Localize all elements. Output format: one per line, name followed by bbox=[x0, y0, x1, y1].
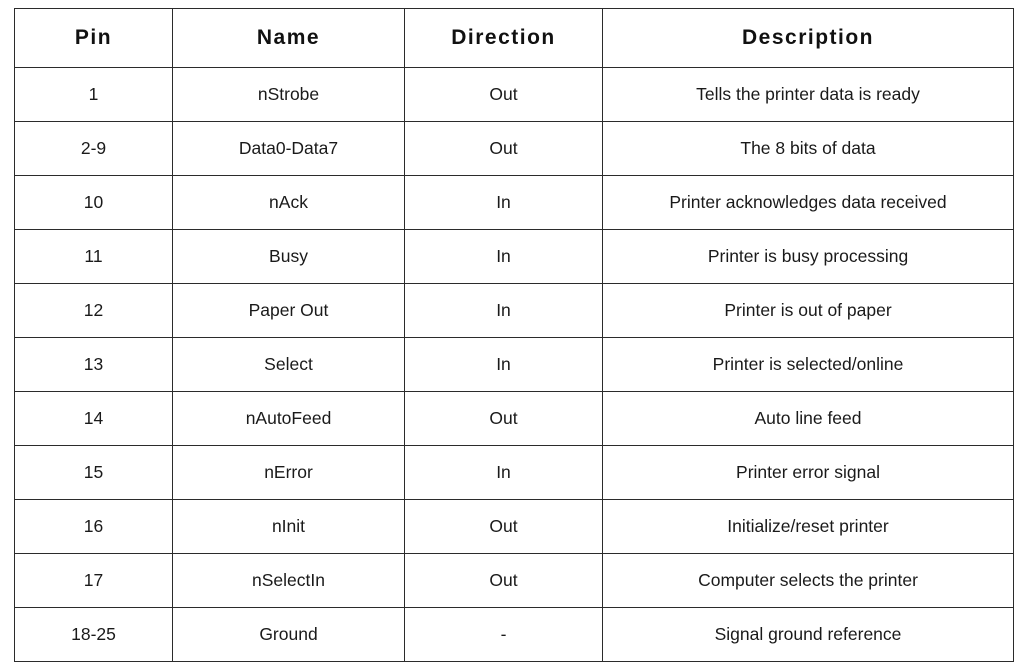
name-cell: nStrobe bbox=[173, 68, 405, 122]
name-cell: nAck bbox=[173, 176, 405, 230]
description-cell: Signal ground reference bbox=[603, 608, 1014, 662]
direction-cell: Out bbox=[405, 122, 603, 176]
description-cell: Printer acknowledges data received bbox=[603, 176, 1014, 230]
header-description: Description bbox=[603, 9, 1014, 68]
description-cell: Tells the printer data is ready bbox=[603, 68, 1014, 122]
table-row bbox=[15, 392, 1014, 446]
pin-cell: 10 bbox=[15, 176, 173, 230]
description-cell: The 8 bits of data bbox=[603, 122, 1014, 176]
direction-cell: Out bbox=[405, 392, 603, 446]
pin-cell: 11 bbox=[15, 230, 173, 284]
pin-table-header bbox=[15, 9, 1014, 68]
direction-cell: In bbox=[405, 176, 603, 230]
pin-cell: 15 bbox=[15, 446, 173, 500]
table-row bbox=[15, 176, 1014, 230]
table-row bbox=[15, 284, 1014, 338]
name-cell: nAutoFeed bbox=[173, 392, 405, 446]
description-cell: Printer is selected/online bbox=[603, 338, 1014, 392]
name-cell: Select bbox=[173, 338, 405, 392]
direction-cell: - bbox=[405, 608, 603, 662]
name-cell: Busy bbox=[173, 230, 405, 284]
table-row bbox=[15, 338, 1014, 392]
header-name: Name bbox=[173, 9, 405, 68]
table-row bbox=[15, 230, 1014, 284]
table-row bbox=[15, 122, 1014, 176]
pin-cell: 12 bbox=[15, 284, 173, 338]
pin-cell: 18-25 bbox=[15, 608, 173, 662]
header-direction: Direction bbox=[405, 9, 603, 68]
pin-table-body bbox=[15, 68, 1014, 662]
direction-cell: Out bbox=[405, 68, 603, 122]
header-row bbox=[15, 9, 1014, 68]
direction-cell: Out bbox=[405, 554, 603, 608]
direction-cell: In bbox=[405, 230, 603, 284]
direction-cell: In bbox=[405, 446, 603, 500]
table-row bbox=[15, 554, 1014, 608]
description-cell: Auto line feed bbox=[603, 392, 1014, 446]
pin-cell: 17 bbox=[15, 554, 173, 608]
name-cell: nSelectIn bbox=[173, 554, 405, 608]
pin-table bbox=[14, 8, 1014, 662]
name-cell: Ground bbox=[173, 608, 405, 662]
direction-cell: In bbox=[405, 338, 603, 392]
pin-cell: 13 bbox=[15, 338, 173, 392]
description-cell: Printer is out of paper bbox=[603, 284, 1014, 338]
description-cell: Printer error signal bbox=[603, 446, 1014, 500]
pin-cell: 1 bbox=[15, 68, 173, 122]
table-row bbox=[15, 68, 1014, 122]
name-cell: Paper Out bbox=[173, 284, 405, 338]
name-cell: nError bbox=[173, 446, 405, 500]
name-cell: nInit bbox=[173, 500, 405, 554]
description-cell: Computer selects the printer bbox=[603, 554, 1014, 608]
direction-cell: In bbox=[405, 284, 603, 338]
table-row bbox=[15, 446, 1014, 500]
table-row bbox=[15, 500, 1014, 554]
name-cell: Data0-Data7 bbox=[173, 122, 405, 176]
pin-cell: 14 bbox=[15, 392, 173, 446]
header-pin: Pin bbox=[15, 9, 173, 68]
table-row bbox=[15, 608, 1014, 662]
description-cell: Printer is busy processing bbox=[603, 230, 1014, 284]
direction-cell: Out bbox=[405, 500, 603, 554]
pin-cell: 2-9 bbox=[15, 122, 173, 176]
pin-cell: 16 bbox=[15, 500, 173, 554]
description-cell: Initialize/reset printer bbox=[603, 500, 1014, 554]
